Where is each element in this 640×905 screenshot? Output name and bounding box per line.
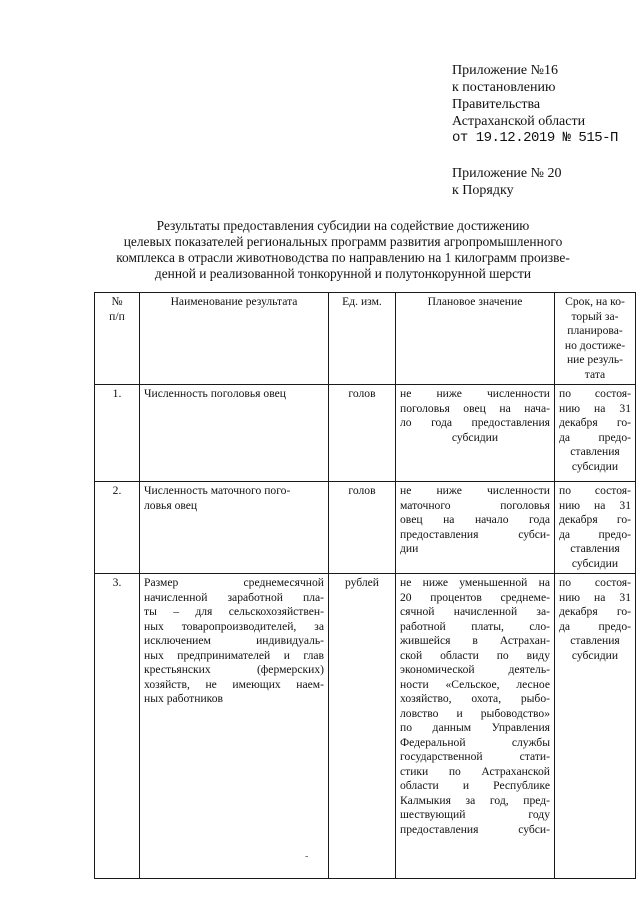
result-name: Численность маточного пого- ловья овец xyxy=(140,482,329,574)
table-row xyxy=(95,385,636,482)
decree-date-number: от 19.12.2019 № 515-П xyxy=(452,130,618,146)
title-line: Результаты предоставления субсидии на содействие достижению xyxy=(156,218,530,233)
result-name: Размер среднемесячной начисленной заработной пла- ты – для сельскохозяйствен- ных товаропроизводителей, за исключением индивидуаль- ных предпринимателей и глав крестьянских (фермерских) хозяйств, не имеющих наем- ных работников xyxy=(140,574,329,879)
term: по состоя- нию на 31 декабря го- да предо- ставления субсидии xyxy=(555,482,636,574)
appendix-line: Приложение № 20 xyxy=(452,166,562,181)
table-row xyxy=(95,482,636,574)
appendix-16-block xyxy=(452,62,638,147)
appendix-line: Астраханской области xyxy=(452,114,586,129)
header-planned-value: Плановое значение xyxy=(396,293,555,385)
result-name: Численность поголовья овец xyxy=(140,385,329,482)
appendix-line: к Порядку xyxy=(452,183,514,198)
appendix-line: к постановлению xyxy=(452,80,556,95)
header-result-name: Наименование результата xyxy=(140,293,329,385)
term: по состоя- нию на 31 декабря го- да предо- ставления субсидии xyxy=(555,574,636,879)
title-line: целевых показателей региональных программ развития агропромышленного xyxy=(123,234,563,249)
unit: голов xyxy=(329,482,396,574)
appendix-20-block xyxy=(452,165,638,199)
planned-value: не ниже численности поголовья овец на нача- ло года предоставления субсидии xyxy=(396,385,555,482)
header-term: Срок, на ко- торый за- планирова- но достиже- ние резуль- тата xyxy=(555,293,636,385)
appendix-line: Приложение №16 xyxy=(452,63,558,78)
unit: голов xyxy=(329,385,396,482)
table-row xyxy=(95,574,636,879)
term: по состоя- нию на 31 декабря го- да предо- ставления субсидии xyxy=(555,385,636,482)
title-line: денной и реализованной тонкорунной и полутонкорунной шерсти xyxy=(154,266,532,281)
table-header-row xyxy=(95,293,636,385)
page-mark: - xyxy=(305,851,309,862)
unit: рублей xyxy=(329,574,396,879)
planned-value: не ниже численности маточного поголовья овец на начало года предоставления субси- дии xyxy=(396,482,555,574)
row-number: 2. xyxy=(95,482,140,574)
results-table xyxy=(94,292,636,879)
planned-value: не ниже уменьшенной на 20 процентов среднеме- сячной начисленной за- работной платы, сло- жившейся в Астрахан- ской области по виду экономической деятель- ности «Сельское, лесное хозяйство, охота, рыбо- ловство и рыбоводство» по данным Управления Федеральной службы государственной стати- стики по Астраханской области и Республике Калмыкия за год, пред- шествующий году предоставления субси- xyxy=(396,574,555,879)
row-number: 3. xyxy=(95,574,140,879)
header-number: № п/п xyxy=(95,293,140,385)
header-unit: Ед. изм. xyxy=(329,293,396,385)
row-number: 1. xyxy=(95,385,140,482)
appendix-line: Правительства xyxy=(452,97,541,112)
title-line: комплекса в отрасли животноводства по направлению на 1 килограмм произве- xyxy=(116,250,570,265)
document-title xyxy=(108,218,578,282)
